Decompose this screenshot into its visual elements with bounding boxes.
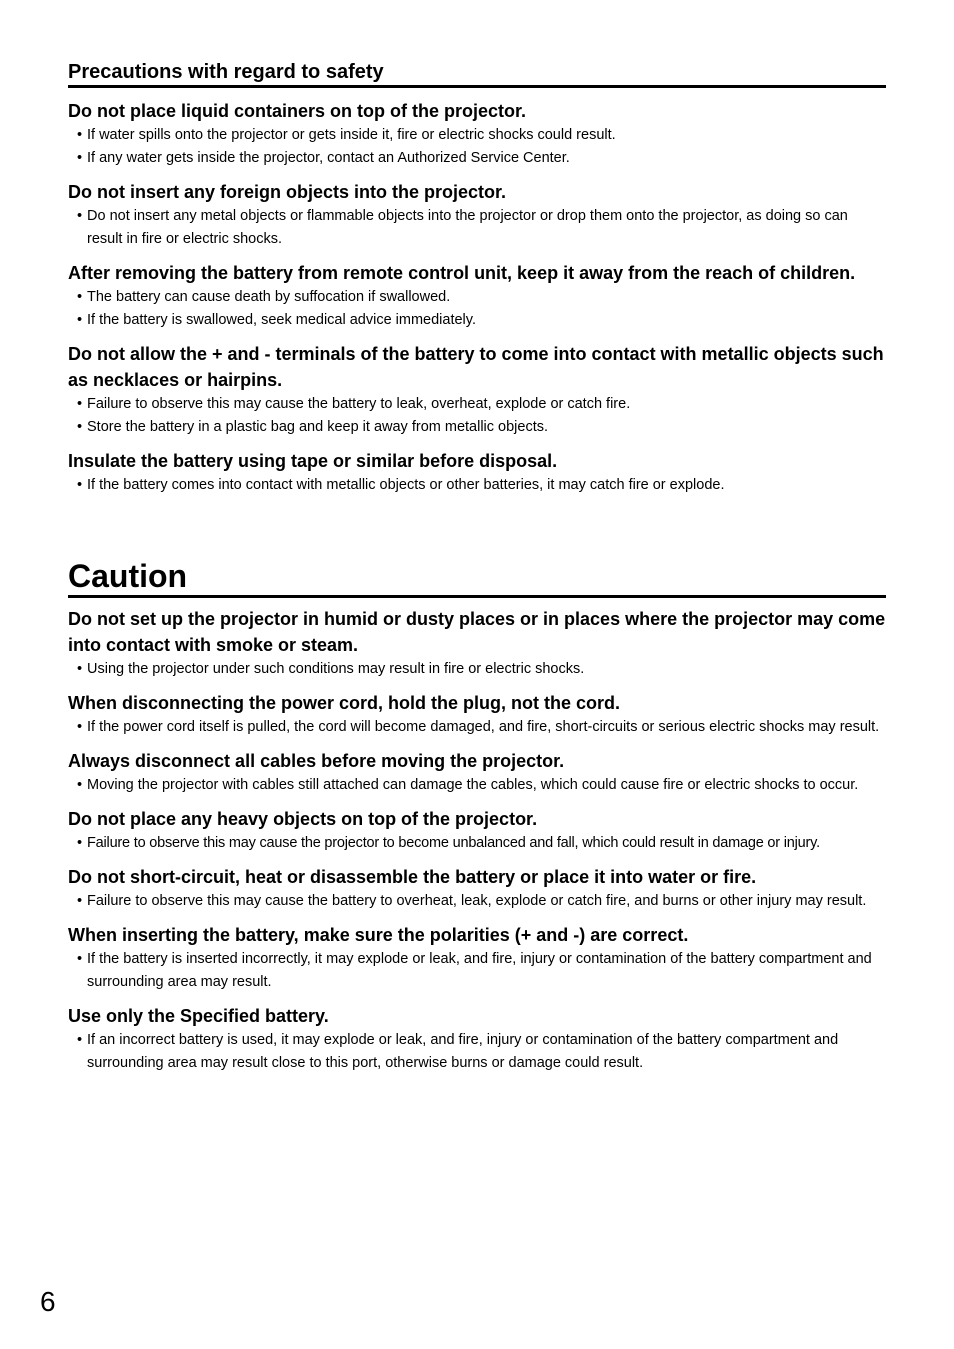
bullet-item: • Using the projector under such conditions may result in fire or electric shocks. <box>77 658 886 681</box>
bullet-item: • If the power cord itself is pulled, the cord will become damaged, and fire, short-circuits or serious electric shocks may result. <box>77 716 886 739</box>
safety-item <box>68 260 886 332</box>
bullet-item: • If the battery is inserted incorrectly, it may explode or leak, and fire, injury or contamination of the battery compartment and surrounding area may result. <box>77 948 886 994</box>
bullet-list <box>68 474 886 497</box>
safety-item <box>68 341 886 439</box>
caution-item <box>68 1003 886 1075</box>
bullet-list <box>68 890 886 913</box>
item-heading: Use only the Specified battery. <box>68 1006 329 1026</box>
caution-item <box>68 806 886 855</box>
bullet-list <box>68 716 886 739</box>
bullet-list <box>68 658 886 681</box>
bullet-list <box>68 124 886 170</box>
bullet-item: • Moving the projector with cables still attached can damage the cables, which could cause fire or electric shocks to occur. <box>77 774 886 797</box>
bullet-list <box>68 393 886 439</box>
caution-item <box>68 922 886 994</box>
item-heading: Always disconnect all cables before moving the projector. <box>68 751 565 771</box>
bullet-list <box>68 774 886 797</box>
bullet-item: • If the battery is swallowed, seek medical advice immediately. <box>77 309 886 332</box>
bullet-list <box>68 205 886 251</box>
caution-item <box>68 748 886 797</box>
caution-item <box>68 690 886 739</box>
caution-item <box>68 606 886 681</box>
caution-section-title: Caution <box>68 558 886 598</box>
safety-item <box>68 448 886 497</box>
bullet-item: • Store the battery in a plastic bag and keep it away from metallic objects. <box>77 416 886 439</box>
bullet-item: • Do not insert any metal objects or flammable objects into the projector or drop them onto the projector, as doing so can result in fire or electric shocks. <box>77 205 886 251</box>
bullet-list <box>68 1029 886 1075</box>
bullet-item: • If an incorrect battery is used, it may explode or leak, and fire, injury or contamination of the battery compartment and surrounding area may result close to this port, otherwise burns or damage could result. <box>77 1029 886 1075</box>
item-heading: Insulate the battery using tape or similar before disposal. <box>68 451 558 471</box>
bullet-list <box>68 286 886 332</box>
safety-item <box>68 98 886 170</box>
bullet-item: • If the battery comes into contact with metallic objects or other batteries, it may catch fire or explode. <box>77 474 886 497</box>
bullet-item: • Failure to observe this may cause the projector to become unbalanced and fall, which could result in damage or injury. <box>77 832 886 855</box>
caution-item <box>68 864 886 913</box>
safety-section-title: Precautions with regard to safety <box>68 60 886 88</box>
item-heading: Do not allow the + and - terminals of the battery to come into contact with metallic objects such as necklaces or hairpins. <box>68 344 884 390</box>
page-number: 6 <box>40 1286 56 1317</box>
bullet-item: • The battery can cause death by suffocation if swallowed. <box>77 286 886 309</box>
item-heading: After removing the battery from remote control unit, keep it away from the reach of children. <box>68 263 856 283</box>
bullet-item: • Failure to observe this may cause the battery to overheat, leak, explode or catch fire, and burns or other injury may result. <box>77 890 886 913</box>
item-heading: Do not insert any foreign objects into the projector. <box>68 182 507 202</box>
section-spacer <box>68 506 886 558</box>
item-heading: Do not set up the projector in humid or dusty places or in places where the projector may come into contact with smoke or steam. <box>68 609 886 655</box>
bullet-list <box>68 948 886 994</box>
item-heading: When inserting the battery, make sure the polarities (+ and -) are correct. <box>68 925 689 945</box>
item-heading: Do not place any heavy objects on top of the projector. <box>68 809 538 829</box>
item-heading: Do not short-circuit, heat or disassemble the battery or place it into water or fire. <box>68 867 757 887</box>
bullet-item: • Failure to observe this may cause the battery to leak, overheat, explode or catch fire. <box>77 393 886 416</box>
safety-item <box>68 179 886 251</box>
bullet-item: • If any water gets inside the projector, contact an Authorized Service Center. <box>77 147 886 170</box>
page-content <box>68 60 886 1084</box>
item-heading: When disconnecting the power cord, hold the plug, not the cord. <box>68 693 620 713</box>
item-heading: Do not place liquid containers on top of the projector. <box>68 101 527 121</box>
bullet-list <box>68 832 886 855</box>
bullet-item: • If water spills onto the projector or gets inside it, fire or electric shocks could result. <box>77 124 886 147</box>
